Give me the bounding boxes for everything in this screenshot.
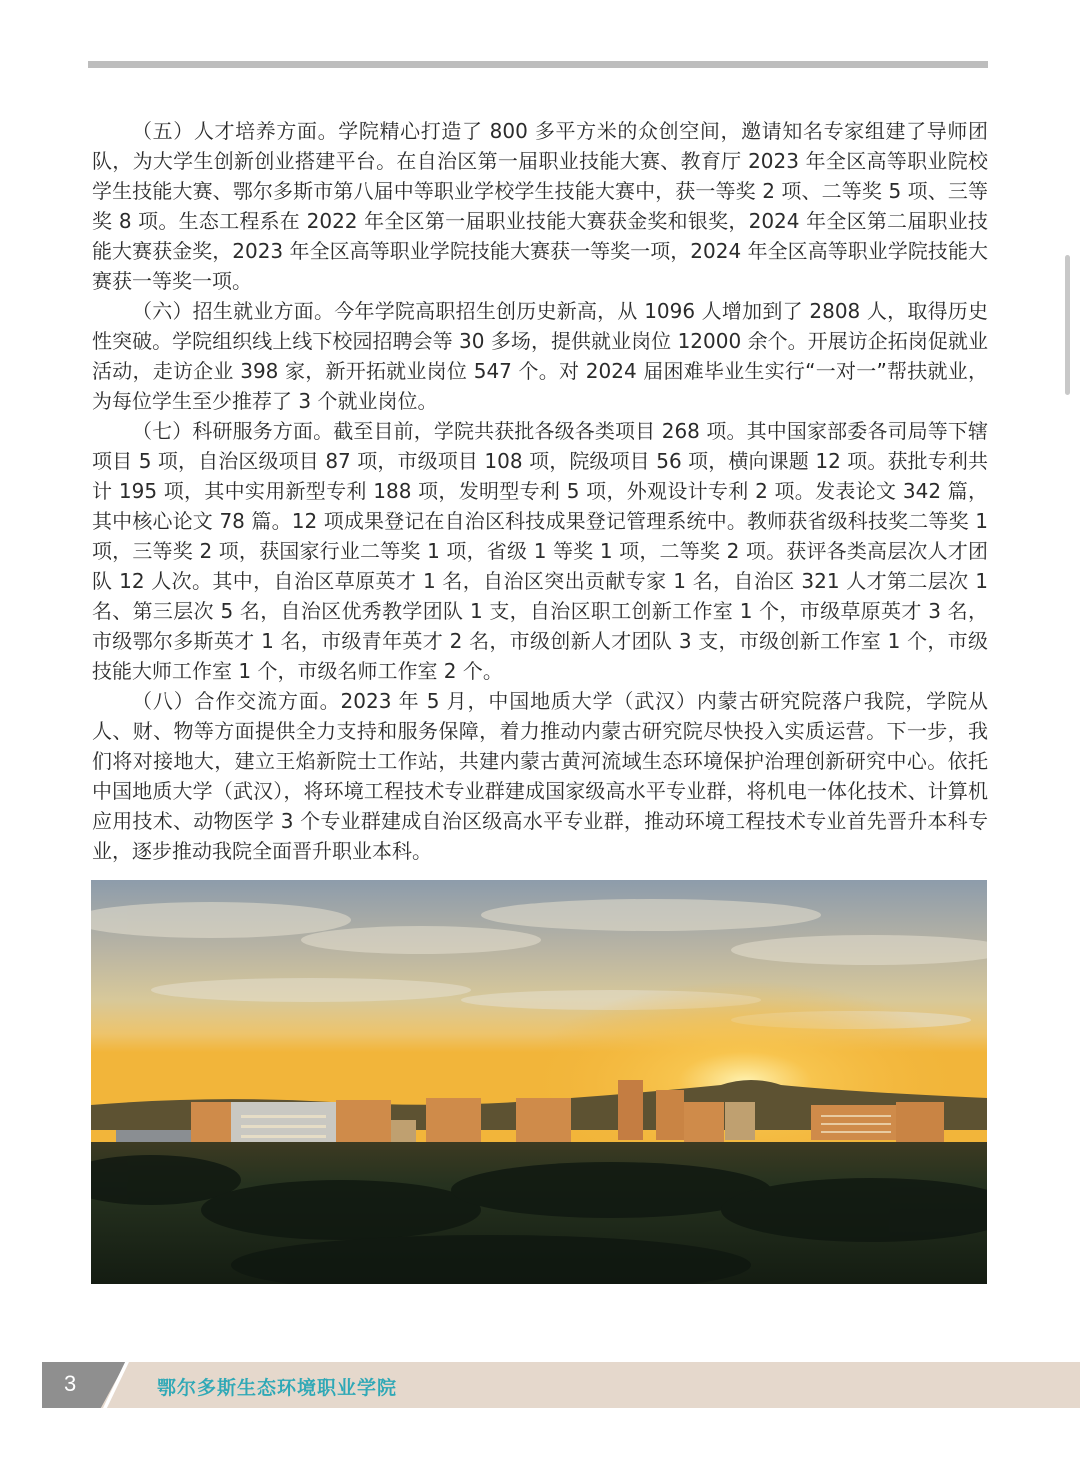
- page-number: 3: [64, 1371, 77, 1396]
- scrollbar[interactable]: [1065, 255, 1070, 395]
- article-body: [92, 116, 988, 866]
- paragraph-talent-training: （五）人才培养方面。学院精心打造了 800 多平方米的众创空间，邀请知名专家组建了导师团队，为大学生创新创业搭建平台。在自治区第一届职业技能大赛、教育厅 2023 年全区高等职业院校学生技能大赛、鄂尔多斯市第八届中等职业学校学生技能大赛中，获一等奖 2 项、二等奖 5 项、三等奖 8 项。生态工程系在 2022 年全区第一届职业技能大赛获金奖和银奖，2024 年全区第二届职业技能大赛获金奖，2023 年全区高等职业学院技能大赛获一等奖一项，2024 年全区高等职业学院技能大赛获一等奖一项。: [92, 119, 988, 293]
- top-rule: [88, 61, 988, 68]
- paragraph-enrollment-employment: （六）招生就业方面。今年学院高职招生创历史新高，从 1096 人增加到了 2808 人，取得历史性突破。学院组织线上线下校园招聘会等 30 多场，提供就业岗位 12000 余个。开展访企拓岗促就业活动，走访企业 398 家，新开拓就业岗位 547 个。对 2024 届困难毕业生实行“一对一”帮扶就业，为每位学生至少推荐了 3 个就业岗位。: [92, 299, 988, 413]
- campus-sunset-photo: [91, 880, 987, 1284]
- paragraph-cooperation-exchange: （八）合作交流方面。2023 年 5 月，中国地质大学（武汉）内蒙古研究院落户我院，学院从人、财、物等方面提供全力支持和服务保障，着力推动内蒙古研究院尽快投入实质运营。下一步，我们将对接地大，建立王焰新院士工作站，共建内蒙古黄河流域生态环境保护治理创新研究中心。依托中国地质大学（武汉），将环境工程技术专业群建成国家级高水平专业群，将机电一体化技术、计算机应用技术、动物医学 3 个专业群建成自治区级高水平专业群，推动环境工程技术专业首先晋升本科专业，逐步推动我院全面晋升职业本科。: [92, 689, 988, 863]
- paragraph-research-services: （七）科研服务方面。截至目前，学院共获批各级各类项目 268 项。其中国家部委各司局等下辖项目 5 项，自治区级项目 87 项，市级项目 108 项，院级项目 56 项，横向课题 12 项。获批专利共计 195 项，其中实用新型专利 188 项，发明型专利 5 项，外观设计专利 2 项。发表论文 342 篇，其中核心论文 78 篇。12 项成果登记在自治区科技成果登记管理系统中。教师获省级科技奖二等奖 1 项，三等奖 2 项，获国家行业二等奖 1 项，省级 1 等奖 1 项，二等奖 2 项。获评各类高层次人才团队 12 人次。其中，自治区草原英才 1 名，自治区突出贡献专家 1 名，自治区 321 人才第二层次 1 名、第三层次 5 名，自治区优秀教学团队 1 支，自治区职工创新工作室 1 个，市级草原英才 3 名，市级鄂尔多斯英才 1 名，市级青年英才 2 名，市级创新人才团队 3 支，市级创新工作室 1 个，市级技能大师工作室 1 个，市级名师工作室 2 个。: [92, 419, 988, 683]
- college-name: 鄂尔多斯生态环境职业学院: [157, 1377, 398, 1399]
